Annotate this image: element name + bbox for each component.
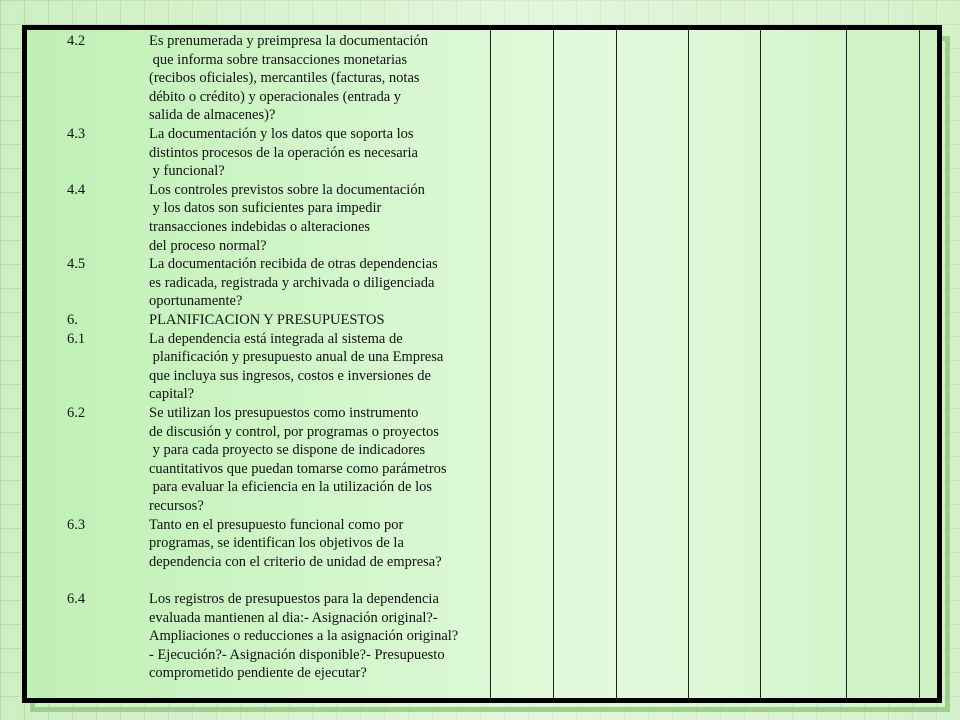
question-text: [149, 590, 458, 683]
question-text-line: transacciones indebidas o alteraciones: [149, 218, 371, 235]
column-divider: [688, 30, 689, 698]
question-text-line: Los registros de presupuestos para la dependencia: [149, 591, 439, 607]
column-divider: [846, 30, 847, 698]
question-text: [149, 311, 385, 330]
question-number: 4.5: [67, 256, 86, 273]
column-divider: [760, 30, 761, 698]
question-text-line: - Ejecución?- Asignación disponible?- Presupuesto: [149, 646, 445, 663]
column-divider: [919, 30, 920, 698]
question-text-line: y los datos son suficientes para impedir: [149, 200, 382, 217]
question-item: [67, 125, 418, 181]
question-text-line: y funcional?: [149, 163, 225, 180]
column-divider: [616, 30, 617, 698]
question-text-line: evaluada mantienen al dia:- Asignación original?-: [149, 609, 438, 626]
question-number: 4.3: [67, 126, 86, 142]
question-text-line: débito o crédito) y operacionales (entrada y: [149, 88, 402, 105]
question-text-line: comprometido pendiente de ejecutar?: [149, 665, 367, 682]
question-text-line: para evaluar la eficiencia en la utilización de los: [149, 479, 433, 496]
question-text-line: oportunamente?: [149, 293, 243, 310]
column-divider: [490, 30, 491, 698]
question-text: [149, 255, 438, 311]
question-text-line: de discusión y control, por programas o proyectos: [149, 423, 439, 440]
question-text-line: (recibos oficiales), mercantiles (facturas, notas: [149, 70, 420, 87]
question-text-line: Tanto en el presupuesto funcional como por: [149, 516, 404, 533]
question-item: [67, 32, 428, 125]
question-text-line: y para cada proyecto se dispone de indicadores: [149, 442, 426, 459]
question-text: [149, 404, 447, 516]
question-text-line: Se utilizan los presupuestos como instrumento: [149, 405, 419, 421]
question-text-line: salida de almacenes)?: [149, 107, 276, 124]
question-text-line: es radicada, registrada y archivada o diligenciada: [149, 274, 435, 291]
question-number: 6.4: [67, 591, 86, 607]
question-text-line: La documentación recibida de otras dependencias: [149, 256, 438, 273]
question-text: [149, 516, 442, 590]
question-number: 6.1: [67, 330, 86, 347]
question-text-line: cuantitativos que puedan tomarse como parámetros: [149, 460, 447, 477]
column-divider: [553, 30, 554, 698]
question-item: [67, 255, 438, 311]
question-text-line: capital?: [149, 386, 195, 403]
question-text-line: del proceso normal?: [149, 237, 267, 254]
question-text-line: dependencia con el criterio de unidad de empresa?: [149, 553, 442, 570]
question-text: [149, 330, 443, 404]
question-number: 4.2: [67, 33, 86, 49]
question-item: [67, 181, 425, 255]
question-number: 6.2: [67, 405, 86, 421]
question-text-line: [149, 571, 442, 590]
question-text-line: PLANIFICACION Y PRESUPUESTOS: [149, 312, 385, 328]
question-item: [67, 404, 447, 516]
question-text-line: Los controles previstos sobre la documentación: [149, 181, 425, 198]
question-number: 4.4: [67, 181, 86, 198]
question-item: [67, 516, 442, 590]
question-text-line: planificación y presupuesto anual de una Empresa: [149, 349, 444, 366]
question-text-line: que informa sobre transacciones monetarias: [149, 51, 408, 68]
question-item: [67, 311, 385, 330]
question-item: [67, 590, 458, 683]
question-text-line: La documentación y los datos que soporta los: [149, 126, 414, 142]
question-text-line: recursos?: [149, 497, 204, 514]
question-text-line: Es prenumerada y preimpresa la documentación: [149, 33, 429, 49]
checklist-table: [22, 25, 942, 703]
question-text: [149, 32, 428, 125]
question-text-line: distintos procesos de la operación es necesaria: [149, 144, 418, 161]
question-text-line: programas, se identifican los objetivos de la: [149, 535, 404, 552]
question-text-line: Ampliaciones o reducciones a la asignación original?: [149, 628, 459, 645]
question-number: 6.3: [67, 516, 86, 533]
question-number: 6.: [67, 312, 78, 328]
question-item: [67, 330, 443, 404]
question-text-line: La dependencia está integrada al sistema de: [149, 330, 403, 347]
question-text: [149, 125, 418, 181]
question-text: [149, 181, 425, 255]
question-text-line: que incluya sus ingresos, costos e inversiones de: [149, 367, 431, 384]
